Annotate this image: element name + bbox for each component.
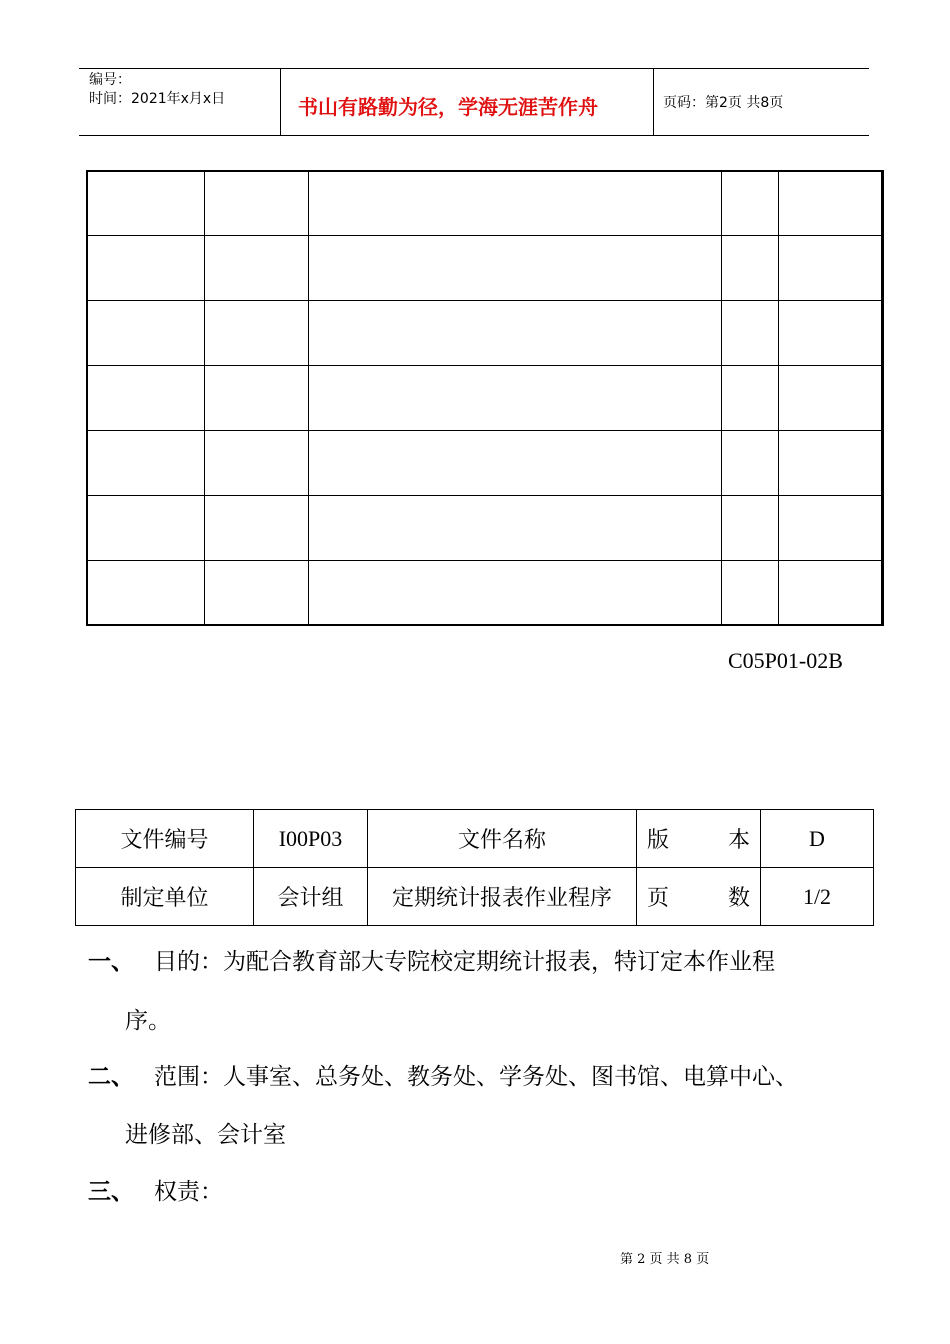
issuing-unit-label: 制定单位 (76, 868, 254, 926)
blank-table-cell (722, 561, 779, 626)
section-2-line-2: 进修部、会计室 (125, 1122, 286, 1148)
section-2-line-1: 范围：人事室、总务处、教务处、学务处、图书馆、电算中心、 (154, 1064, 798, 1090)
blank-table-cell (779, 431, 884, 496)
document-number-label: 编号： (89, 72, 131, 88)
blank-table-cell (205, 561, 309, 626)
header-top-rule (79, 68, 869, 69)
header-motto: 书山有路勤为径，学海无涯苦作舟 (298, 95, 598, 119)
page-count-value: 1/2 (761, 868, 874, 926)
file-number-label: 文件编号 (76, 810, 254, 868)
section-1-line-1: 目的：为配合教育部大专院校定期统计报表，特订定本作业程 (154, 949, 775, 975)
blank-table-cell (205, 431, 309, 496)
info-row-2 (76, 868, 874, 926)
page-count-label: 页 数 (637, 868, 761, 926)
blank-table-cell (722, 236, 779, 301)
version-label: 版 本 (637, 810, 761, 868)
document-info-table (75, 809, 874, 926)
blank-table-cell (309, 236, 722, 301)
blank-table-cell (309, 496, 722, 561)
blank-table-cell (87, 236, 205, 301)
blank-table-cell (87, 561, 205, 626)
header-divider-left (280, 68, 281, 136)
blank-table-cell (87, 496, 205, 561)
issuing-unit-value: 会计组 (254, 868, 368, 926)
blank-table-row (87, 301, 884, 366)
blank-table-cell (205, 496, 309, 561)
blank-table-cell (779, 171, 884, 236)
header-bottom-rule (79, 135, 869, 136)
blank-table-cell (87, 431, 205, 496)
blank-table-cell (87, 366, 205, 431)
blank-table-cell (722, 431, 779, 496)
blank-table-cell (779, 301, 884, 366)
header-divider-right (653, 68, 654, 136)
blank-table-cell (309, 171, 722, 236)
blank-table-cell (309, 431, 722, 496)
blank-table-cell (309, 301, 722, 366)
section-2-number: 二、 (88, 1063, 134, 1090)
blank-table-cell (309, 561, 722, 626)
page-footer: 第 2 页 共 8 页 (620, 1252, 710, 1267)
blank-table-cell (779, 366, 884, 431)
blank-table-cell (87, 301, 205, 366)
blank-table-cell (722, 366, 779, 431)
section-3-number: 三、 (88, 1178, 134, 1205)
info-row-1 (76, 810, 874, 868)
version-value: D (761, 810, 874, 868)
section-3-line-1: 权责： (154, 1179, 223, 1205)
blank-table-cell (205, 236, 309, 301)
blank-table-cell (722, 171, 779, 236)
blank-grid-table (86, 170, 884, 626)
document-date-label: 时间：2021年x月x日 (89, 91, 226, 107)
form-code: C05P01-02B (728, 648, 843, 673)
blank-table-row (87, 366, 884, 431)
blank-table-cell (205, 171, 309, 236)
blank-table-cell (779, 561, 884, 626)
blank-table-cell (722, 496, 779, 561)
blank-table-cell (205, 301, 309, 366)
file-name-value: 定期统计报表作业程序 (368, 868, 637, 926)
blank-table-cell (722, 301, 779, 366)
blank-table-cell (309, 366, 722, 431)
header-page-code: 页码：第2页 共8页 (663, 95, 784, 111)
blank-table-row (87, 431, 884, 496)
blank-table-cell (87, 171, 205, 236)
blank-table-row (87, 236, 884, 301)
blank-table-cell (205, 366, 309, 431)
section-1-number: 一、 (88, 948, 134, 975)
section-1-line-2: 序。 (125, 1008, 171, 1034)
blank-table-cell (779, 496, 884, 561)
file-number-value: I00P03 (254, 810, 368, 868)
blank-table-cell (779, 236, 884, 301)
blank-table-row (87, 496, 884, 561)
blank-table-row (87, 561, 884, 626)
file-name-label: 文件名称 (368, 810, 637, 868)
blank-table-row (87, 171, 884, 236)
